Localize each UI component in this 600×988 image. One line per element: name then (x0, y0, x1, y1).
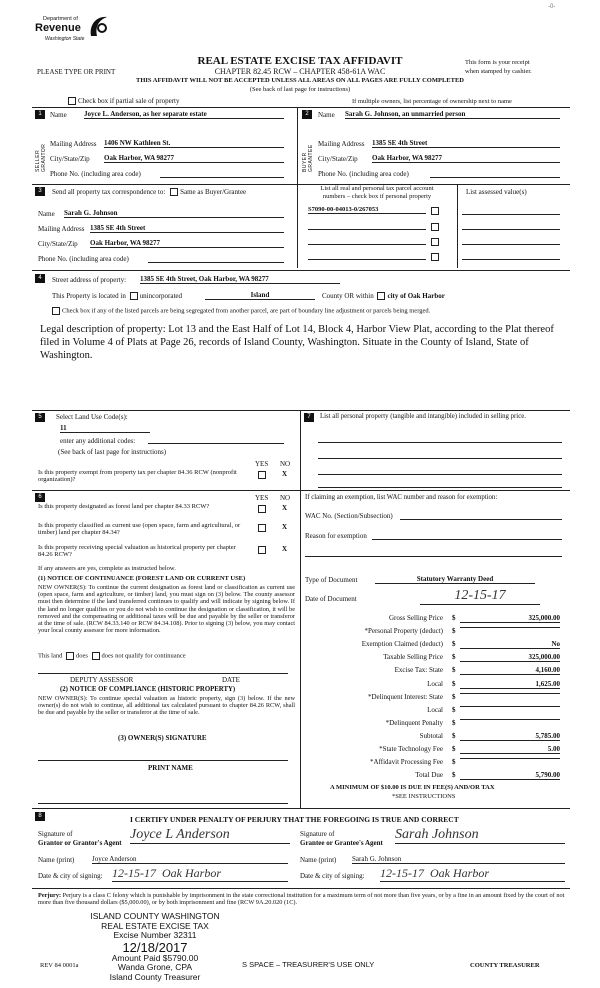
tax-row-label: *Delinquent Interest: State (367, 693, 443, 701)
tax-row-dollar: $ (452, 640, 456, 648)
street-label: Street address of property: (52, 276, 127, 284)
property-county[interactable]: Island (205, 291, 315, 300)
receipt-note-2: when stamped by cashier. (465, 68, 532, 75)
doc-date[interactable]: 12-15-17 (420, 588, 540, 605)
tax-row-amount[interactable] (460, 627, 560, 628)
historic-no-mark[interactable]: X (282, 545, 288, 553)
grantor-sig-label-2: Grantor or Grantor's Agent (38, 839, 122, 847)
seller-name-label: Name (50, 111, 67, 119)
same-as-buyer-checkbox[interactable] (170, 188, 178, 196)
does-not-checkbox[interactable] (92, 652, 100, 660)
seller-city[interactable]: Oak Harbor, WA 98277 (104, 154, 284, 163)
treasurer-stamp (70, 912, 240, 982)
tax-row-label: Excise Tax: State (394, 666, 443, 674)
print-name-label: PRINT NAME (148, 764, 193, 772)
wac-label: WAC No. (Section/Subsection) (305, 512, 393, 520)
grantee-signature[interactable]: Sarah Johnson (395, 827, 565, 844)
logo-top-text: Department of (43, 16, 78, 22)
notice1-text: NEW OWNER(S): To continue the current designation as forest land or classification as current use (open space, farm and agriculture, or timber) land, you must sign on (3) below. The county assessor must then determine if the land transferred continues to qualify and will indicate by signing below. If the land no longer qualifies or you do not wish to continue the designation or classification, it will be removed and the compensating or additional taxes will be due and payable by the seller or transferor at the time of sale. (RCW 84.33.140 or RCW 84.34.108). Prior to signing (3) below, you may contact your local county assessor for more information. (38, 584, 295, 635)
buyer-city-label: City/State/Zip (318, 155, 358, 163)
section-2-number: 2 (302, 110, 312, 119)
tax-row-label: Subtotal (419, 732, 443, 740)
stamp-line: ISLAND COUNTY WASHINGTON (90, 911, 220, 921)
exempt-no-mark[interactable]: X (282, 470, 288, 478)
seller-city-label: City/State/Zip (50, 155, 90, 163)
tax-row-label: Gross Selling Price (388, 614, 443, 622)
seller-mail-label: Mailing Address (50, 140, 97, 148)
additional-codes-label: enter any additional codes: (60, 437, 136, 445)
section-3-number: 3 (35, 187, 45, 196)
if-yes-text: If any answers are yes, complete as instructed below. (38, 565, 176, 572)
logo-swoosh-icon (87, 14, 109, 38)
owner-signature-label: (3) OWNER(S) SIGNATURE (118, 734, 207, 742)
please-type: PLEASE TYPE OR PRINT (37, 68, 116, 76)
this-land-label: This land (38, 652, 63, 660)
buyer-phone-label: Phone No. (including area code) (318, 170, 409, 178)
deputy-assessor-label: DEPUTY ASSESSOR (70, 676, 134, 684)
correspondence-row (52, 188, 246, 196)
grantee-printed-name[interactable]: Sarah G. Johnson (352, 855, 565, 864)
corr-name-label: Name (38, 210, 55, 218)
property-street[interactable]: 1385 SE 4th Street, Oak Harbor, WA 98277 (140, 275, 340, 284)
stamp-line: Island County Treasurer (109, 971, 201, 982)
tax-row-amount[interactable]: No (460, 640, 560, 649)
land-use-no: NO (280, 460, 291, 468)
grantor-city: Oak Harbor (162, 866, 221, 880)
section-8-number: 8 (35, 812, 45, 821)
stamp-line: Excise Number 32311 (113, 930, 197, 940)
tax-row-dollar: $ (452, 706, 456, 714)
grantor-date-city[interactable] (112, 866, 288, 882)
corr-city-label: City/State/Zip (38, 240, 78, 248)
treasurer-space-label: S SPACE – TREASURER'S USE ONLY (242, 960, 375, 969)
forest-yes-checkbox[interactable] (258, 505, 266, 513)
grantee-date-label: Date & city of signing: (300, 872, 365, 880)
doc-type-label: Type of Document (305, 576, 358, 584)
tax-row-amount[interactable]: 325,000.00 (460, 653, 560, 662)
tax-row-amount[interactable]: 4,160.00 (460, 666, 560, 675)
tax-row-dollar: $ (452, 771, 456, 779)
tax-row-label: *Delinquent Penalty (385, 719, 443, 727)
tax-row-dollar: $ (452, 653, 456, 661)
buyer-name[interactable]: Sarah G. Johnson, an unmarried person (345, 110, 560, 119)
parcel-checkbox-2[interactable] (431, 223, 439, 231)
stamp-line: REAL ESTATE EXCISE TAX (101, 920, 209, 931)
perjury-label: Perjury: (38, 892, 62, 899)
tax-row-amount[interactable]: 5.00 (460, 745, 560, 754)
logo-sub-text: Washington State (45, 36, 85, 42)
corr-mail[interactable]: 1385 SE 4th Street (90, 224, 284, 233)
parcel-checkbox-1[interactable] (431, 207, 439, 215)
partial-sale-label: Check box if partial sale of property (78, 97, 180, 105)
tax-row-amount[interactable]: 5,785.00 (460, 732, 560, 741)
tax-row-amount[interactable]: 1,625.00 (460, 680, 560, 689)
legal-description[interactable]: Legal description of property: Lot 13 and the East Half of Lot 14, Block 4, Harbor View Plat, according to the Plat thereof filed in Volume 4 of Plats at Page 26, records of Island County, Washington. Situate in the County of Island, State of Washington. (40, 324, 554, 361)
tax-row-amount[interactable] (460, 693, 560, 694)
grantor-date-label: Date & city of signing: (38, 872, 103, 880)
land-use-yes: YES (255, 460, 269, 468)
section-4-number: 4 (35, 274, 45, 283)
form-title: REAL ESTATE EXCISE TAX AFFIDAVIT (197, 55, 403, 67)
grantee-city: Oak Harbor (430, 866, 489, 880)
see-back-text: (See back of last page for instructions) (249, 86, 351, 93)
seller-side-label: SELLER GRANTOR (35, 143, 47, 172)
historic-yes-checkbox[interactable] (258, 546, 266, 554)
seller-name[interactable]: Joyce L. Anderson, as her separate estate (84, 110, 284, 119)
section-1-number: 1 (35, 110, 45, 119)
segregated-label: Check box if any of the listed parcels are being segregated from another parcel, are part of boundary line adjustment or parcels being merged. (62, 307, 431, 315)
grantor-printed-name[interactable]: Joyce Anderson (92, 855, 288, 864)
county-treasurer-label: COUNTY TREASURER (470, 962, 540, 969)
tax-row-dollar: $ (452, 732, 456, 740)
tax-row-amount[interactable] (460, 706, 560, 707)
tax-row-dollar: $ (452, 680, 456, 688)
tax-row-label: *Affidavit Processing Fee (370, 758, 443, 766)
same-as-buyer-label: Same as Buyer/Grantee (180, 188, 247, 196)
current-use-no-mark[interactable]: X (282, 523, 288, 531)
assessor-date-label: DATE (222, 676, 240, 684)
doc-type[interactable]: Statutory Warranty Deed (375, 575, 535, 584)
notice2-title: (2) NOTICE OF COMPLIANCE (HISTORIC PROPERTY) (60, 686, 236, 693)
tax-row-dollar: $ (452, 719, 456, 727)
section-5-number: 5 (35, 413, 45, 422)
s6-yes: YES (255, 494, 269, 502)
corr-city[interactable]: Oak Harbor, WA 98277 (90, 239, 284, 248)
warning-text: THIS AFFIDAVIT WILL NOT BE ACCEPTED UNLESS ALL AREAS ON ALL PAGES ARE FULLY COMPLETED (136, 77, 464, 84)
grantee-name-label: Name (print) (300, 856, 337, 864)
tax-row-dollar: $ (452, 693, 456, 701)
tax-row-label: *Personal Property (deduct) (364, 627, 443, 635)
segregated-row (52, 307, 430, 315)
land-use-see-back: (See back of last page for instructions) (58, 448, 167, 456)
historic-question: Is this property receiving special valuation as historical property per chapter 84.26 RCW? (38, 544, 236, 558)
reason-label: Reason for exemption (305, 532, 367, 540)
stamp-line: Amount Paid $5790.00 (111, 952, 199, 963)
city-row (322, 292, 445, 300)
tax-row-label: Local (427, 680, 443, 688)
exempt-question: Is this property exempt from property tax per chapter 84.36 RCW (nonprofit organization)? (38, 469, 237, 483)
certify-text: I CERTIFY UNDER PENALTY OF PERJURY THAT THE FOREGOING IS TRUE AND CORRECT (130, 815, 459, 824)
perjury-text: Perjury is a class C felony which is punishable by imprisonment in the state correctional institution for a maximum term of not more than five years, or by a fine in an amount fixed by the court of not more than five thousand dollars ($5,000.00), or by both imprisonment and fine (RCW 9A.20.020 (1C). (38, 892, 565, 907)
corr-mail-label: Mailing Address (38, 225, 85, 233)
forest-question: Is this property designated as forest land per chapter 84.33 RCW? (38, 503, 210, 510)
form-subtitle: CHAPTER 82.45 RCW – CHAPTER 458-61A WAC (214, 67, 386, 76)
exempt-yes-checkbox[interactable] (258, 471, 266, 479)
grantee-sig-label-1: Signature of (300, 830, 335, 838)
grantor-name-label: Name (print) (38, 856, 75, 864)
land-use-code[interactable]: 11 (60, 424, 150, 433)
grantor-sig-label-1: Signature of (38, 830, 73, 838)
tax-row-amount[interactable]: 325,000.00 (460, 614, 560, 623)
section-6-number: 6 (35, 493, 45, 502)
buyer-city[interactable]: Oak Harbor, WA 98277 (372, 154, 560, 163)
notice1-title: (1) NOTICE OF CONTINUANCE (FOREST LAND OR CURRENT USE) (38, 575, 246, 582)
grantee-sig-label-2: Grantee or Grantee's Agent (300, 839, 383, 847)
does-label: does (76, 652, 88, 660)
notice2-text: NEW OWNER(S): To continue special valuation as historic property, sign (3) below. If the new owner(s) do not wish to continue, all additional tax calculated pursuant to chapter 84.26 RCW, shall be due and payable by the seller or transferor at the time of sale. (38, 695, 295, 717)
tax-row-amount[interactable] (460, 758, 560, 759)
does-not-label: does not qualify for continuance (101, 652, 186, 660)
correspondence-label: Send all property tax correspondence to: (52, 188, 166, 196)
stamp-line: Wanda Grone, CPA (117, 962, 193, 972)
current-use-question: Is this property classified as current use (open space, farm and agricultural, or timber) land per chapter 84.34? (38, 522, 241, 536)
tax-row-dollar: $ (452, 614, 456, 622)
form-rev: REV 84 0001a (40, 962, 79, 969)
stamp-date: 12/18/2017 (122, 939, 188, 955)
tax-row-label: Total Due (415, 771, 443, 779)
unincorporated-checkbox[interactable] (130, 292, 138, 300)
grantee-date-city[interactable] (380, 866, 565, 882)
tax-row-amount[interactable] (460, 719, 560, 720)
tax-row-dollar: $ (452, 745, 456, 753)
section-7-number: 7 (304, 413, 314, 422)
land-use-label: Select Land Use Code(s): (56, 413, 128, 421)
perjury-notice (38, 892, 568, 907)
buyer-name-label: Name (318, 111, 335, 119)
city-of-label: city of Oak Harbor (387, 292, 445, 300)
grantor-signature[interactable]: Joyce L Anderson (130, 827, 290, 844)
seller-phone-label: Phone No. (including area code) (50, 170, 141, 178)
personal-property-label: List all personal property (tangible and intangible) included in selling price. (320, 413, 526, 420)
buyer-mail-label: Mailing Address (318, 140, 365, 148)
parcel-checkbox-4[interactable] (431, 253, 439, 261)
tax-row-dollar: $ (452, 758, 456, 766)
multiple-owners-note: If multiple owners, list percentage of ownership next to name (352, 98, 512, 105)
unincorporated-label: unincorporated (139, 292, 183, 300)
receipt-note-1: This form is your receipt (465, 59, 530, 66)
parcel-header-1: List all real and personal tax parcel account (320, 185, 434, 192)
logo-main-text: Revenue (35, 22, 81, 34)
minimum-note: A MINIMUM OF $10.00 IS DUE IN FEE(S) AND/OR TAX (330, 784, 495, 791)
buyer-side-label: BUYER GRANTEE (302, 144, 314, 172)
parcel-number[interactable]: S7090-00-04013-0/267053 (308, 206, 426, 214)
s6-no: NO (280, 494, 291, 502)
dor-logo (33, 14, 123, 54)
see-instructions-note: *SEE INSTRUCTIONS (392, 793, 456, 800)
tax-row-amount[interactable]: 5,790.00 (460, 771, 560, 780)
exemption-claim-label: If claiming an exemption, list WAC number and reason for exemption: (305, 494, 498, 501)
tax-row-label: Exemption Claimed (deduct) (361, 640, 443, 648)
tax-row-dollar: $ (452, 627, 456, 635)
this-land-row (38, 652, 186, 660)
tax-row-label: Taxable Selling Price (383, 653, 443, 661)
located-label: This Property is located in (52, 292, 126, 300)
tax-row-label: Local (427, 706, 443, 714)
parcel-header-2: numbers – check box if personal property (322, 193, 432, 200)
does-checkbox[interactable] (66, 652, 74, 660)
located-row (52, 292, 182, 300)
parcel-checkbox-3[interactable] (431, 238, 439, 246)
corr-name[interactable]: Sarah G. Johnson (64, 209, 284, 218)
forest-no-mark[interactable]: X (282, 504, 288, 512)
grantor-date: 12-15-17 (112, 866, 156, 880)
within-city-checkbox[interactable] (377, 292, 385, 300)
corr-phone-label: Phone No. (including area code) (38, 255, 129, 263)
seller-mail[interactable]: 1406 NW Kathleen St. (104, 139, 284, 148)
partial-sale-checkbox[interactable] (68, 97, 76, 105)
segregated-checkbox[interactable] (52, 307, 60, 315)
doc-date-label: Date of Document (305, 595, 357, 603)
tax-row-label: *State Technology Fee (379, 745, 443, 753)
tax-row-dollar: $ (452, 666, 456, 674)
assessed-header: List assessed value(s) (466, 188, 527, 196)
grantee-date: 12-15-17 (380, 866, 424, 880)
current-use-yes-checkbox[interactable] (258, 524, 266, 532)
corner-mark: -0- (548, 4, 556, 10)
partial-sale-row[interactable] (68, 97, 179, 105)
buyer-mail[interactable]: 1385 SE 4th Street (372, 139, 560, 148)
county-or-label: County OR within (322, 292, 374, 300)
